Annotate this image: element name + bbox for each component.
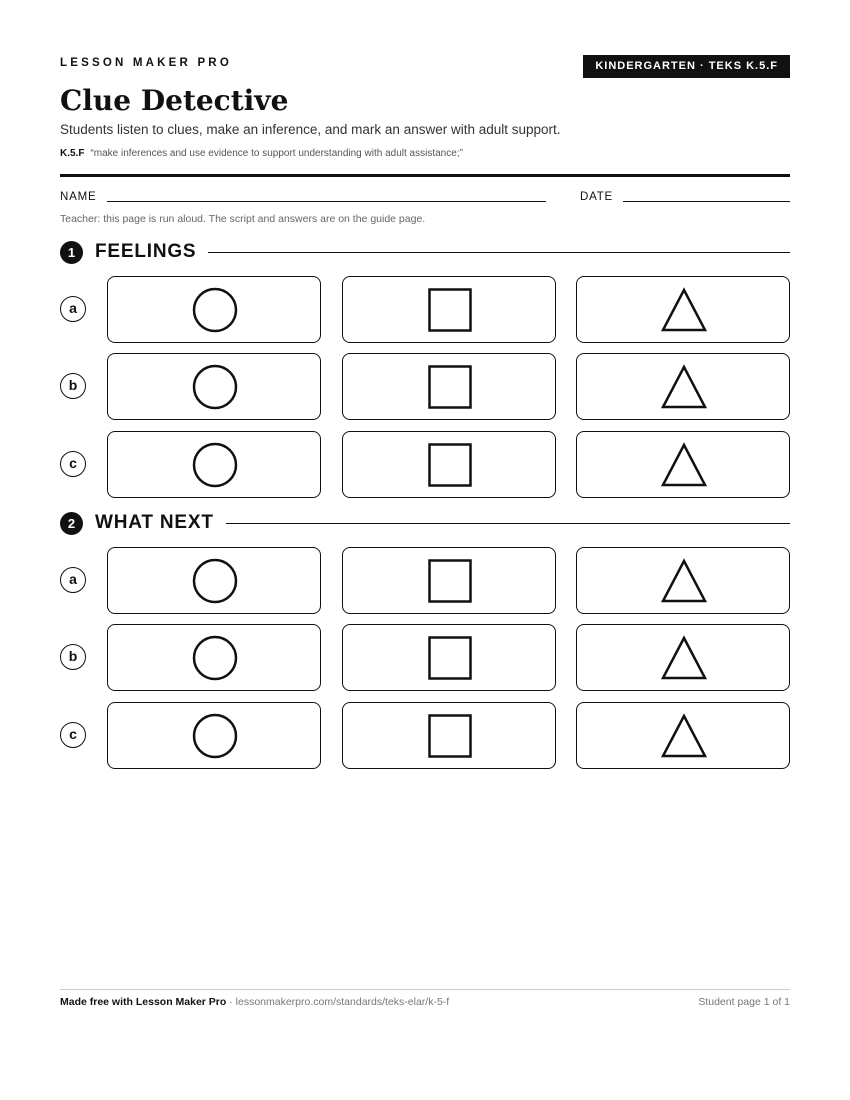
name-date-row	[60, 191, 790, 205]
section-header	[60, 510, 790, 536]
footer-credit	[60, 996, 449, 1008]
answer-choice-square[interactable]	[342, 431, 556, 498]
triangle-icon	[661, 287, 707, 333]
name-field[interactable]	[107, 201, 546, 202]
answer-choice-circle[interactable]	[107, 431, 321, 498]
section-rule	[206, 252, 790, 253]
row-letter: b	[60, 373, 86, 399]
circle-icon	[192, 713, 238, 759]
page-subtitle: Students listen to clues, make an inference, and mark an answer with adult support.	[60, 122, 561, 137]
row-letter: c	[60, 722, 86, 748]
answer-choice-square[interactable]	[342, 624, 556, 691]
row-letter: a	[60, 567, 86, 593]
answer-choice-square[interactable]	[342, 547, 556, 614]
page-title: Clue Detective	[60, 84, 289, 117]
question-row	[60, 353, 790, 421]
answer-choice-circle[interactable]	[107, 702, 321, 769]
answer-choice-square[interactable]	[342, 353, 556, 420]
date-field[interactable]	[623, 201, 790, 202]
answer-choice-circle[interactable]	[107, 547, 321, 614]
answer-choice-triangle[interactable]	[576, 431, 790, 498]
circle-icon	[192, 635, 238, 681]
answer-choice-circle[interactable]	[107, 276, 321, 343]
teacher-note: Teacher: this page is run aloud. The script and answers are on the guide page.	[60, 213, 426, 225]
square-icon	[427, 558, 473, 604]
question-row	[60, 624, 790, 692]
triangle-icon	[661, 635, 707, 681]
answer-choice-square[interactable]	[342, 702, 556, 769]
section-number: 2	[60, 512, 83, 535]
answer-choice-circle[interactable]	[107, 353, 321, 420]
square-icon	[427, 635, 473, 681]
section-title: FEELINGS	[95, 239, 208, 265]
triangle-icon	[661, 364, 707, 410]
date-label: DATE	[580, 191, 614, 203]
standard-line	[60, 148, 463, 159]
footer-url: · lessonmakerpro.com/standards/teks-elar/k-5-f	[226, 996, 450, 1008]
section-header	[60, 239, 790, 265]
square-icon	[427, 287, 473, 333]
answer-choice-triangle[interactable]	[576, 702, 790, 769]
row-letter: a	[60, 296, 86, 322]
triangle-icon	[661, 713, 707, 759]
question-row	[60, 276, 790, 344]
header-divider	[60, 174, 790, 177]
triangle-icon	[661, 442, 707, 488]
square-icon	[427, 442, 473, 488]
row-letter: c	[60, 451, 86, 477]
name-label: NAME	[60, 191, 97, 203]
standard-text: “make inferences and use evidence to support understanding with adult assistance;”	[90, 148, 463, 159]
answer-choice-square[interactable]	[342, 276, 556, 343]
footer-made-with: Made free with Lesson Maker Pro	[60, 996, 227, 1008]
circle-icon	[192, 558, 238, 604]
footer-page-number: Student page 1 of 1	[698, 996, 790, 1008]
answer-choice-triangle[interactable]	[576, 353, 790, 420]
square-icon	[427, 364, 473, 410]
answer-choice-triangle[interactable]	[576, 624, 790, 691]
circle-icon	[192, 287, 238, 333]
answer-choice-triangle[interactable]	[576, 276, 790, 343]
answer-choice-circle[interactable]	[107, 624, 321, 691]
question-row	[60, 547, 790, 615]
question-row	[60, 431, 790, 499]
circle-icon	[192, 442, 238, 488]
section-number: 1	[60, 241, 83, 264]
section-title: WHAT NEXT	[95, 510, 226, 536]
section-rule	[206, 523, 790, 524]
answer-choice-triangle[interactable]	[576, 547, 790, 614]
footer-divider	[60, 989, 790, 990]
question-row	[60, 702, 790, 770]
row-letter: b	[60, 644, 86, 670]
standard-code: K.5.F	[60, 148, 85, 159]
square-icon	[427, 713, 473, 759]
grade-standard-badge: KINDERGARTEN · TEKS K.5.F	[583, 55, 790, 78]
circle-icon	[192, 364, 238, 410]
brand-name: LESSON MAKER PRO	[60, 57, 232, 69]
triangle-icon	[661, 558, 707, 604]
